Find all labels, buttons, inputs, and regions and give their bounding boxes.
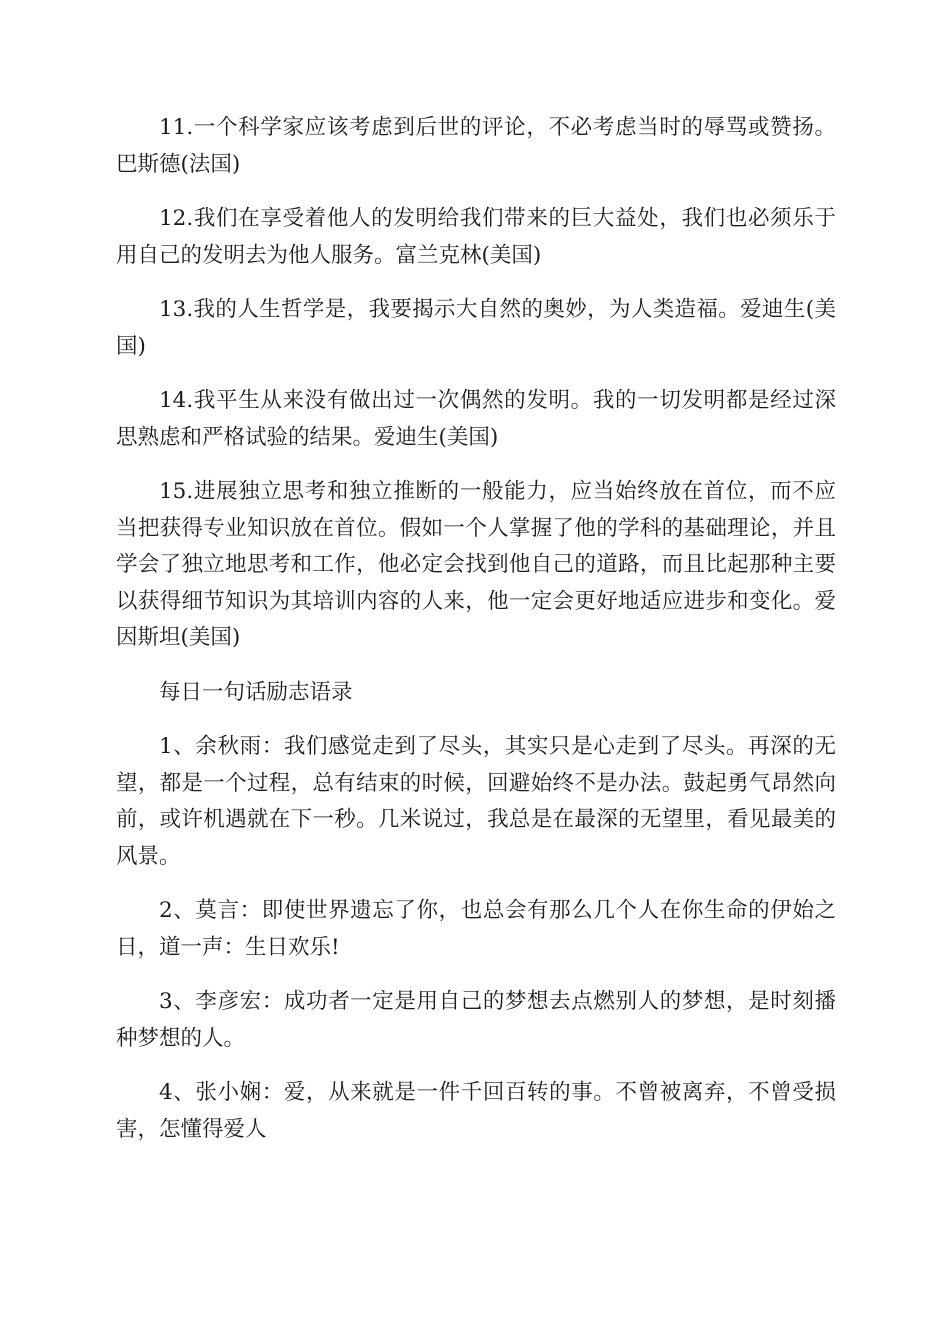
document-body	[116, 110, 836, 1166]
quote-paragraph-15: 15.进展独立思考和独立推断的一般能力，应当始终放在首位，而不应当把获得专业知识放在首位。假如一个人掌握了他的学科的基础理论，并且学会了独立地思考和工作，他必定会找到他自己的道路，而且比起那种主要以获得细节知识为其培训内容的人来，他一定会更好地适应进步和变化。爱因斯坦(美国)	[116, 479, 836, 650]
quote-paragraph-13: 13.我的人生哲学是，我要揭示大自然的奥妙，为人类造福。爱迪生(美国)	[116, 297, 836, 359]
quote-paragraph-11: 11.一个科学家应该考虑到后世的评论，不必考虑当时的辱骂或赞扬。巴斯德(法国)	[116, 115, 836, 177]
motto-paragraph-2: 2、莫言：即使世界遗忘了你，也总会有那么几个人在你生命的伊始之日，道一声：生日欢乐!	[116, 898, 836, 960]
quote-paragraph-12: 12.我们在享受着他人的发明给我们带来的巨大益处，我们也必须乐于用自己的发明去为他人服务。富兰克林(美国)	[116, 206, 836, 268]
motto-paragraph-1: 1、余秋雨：我们感觉走到了尽头，其实只是心走到了尽头。再深的无望，都是一个过程，总有结束的时候，回避始终不是办法。鼓起勇气昂然向前，或许机遇就在下一秒。几米说过，我总是在最深的无望里，看见最美的风景。	[116, 734, 836, 869]
quote-paragraph-14: 14.我平生从来没有做出过一次偶然的发明。我的一切发明都是经过深思熟虑和严格试验的结果。爱迪生(美国)	[116, 388, 836, 450]
section-heading: 每日一句话励志语录	[159, 679, 353, 705]
motto-paragraph-4: 4、张小娴：爱，从来就是一件千回百转的事。不曾被离弃，不曾受损害，怎懂得爱人	[116, 1080, 836, 1142]
motto-paragraph-3: 3、李彦宏：成功者一定是用自己的梦想去点燃别人的梦想，是时刻播种梦想的人。	[116, 989, 836, 1051]
